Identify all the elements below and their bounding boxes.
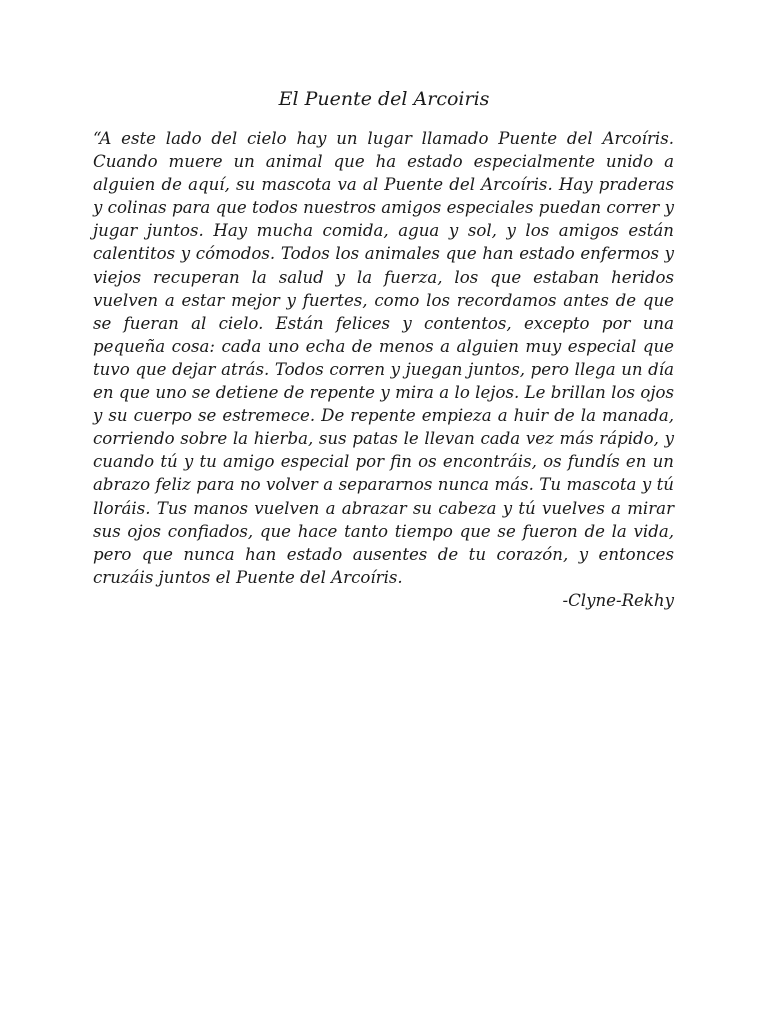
poem-text: “A este lado del cielo hay un lugar llamado Puente del Arcoíris. Cuando muere un animal que ha estado especialmente unido a alguien de aquí, su mascota va al Puente del Arcoíris. Hay praderas y colinas para que todos nuestros amigos especiales puedan correr y jugar juntos. Hay mucha comida, agua y sol, y los amigos están calentitos y cómodos. Todos los animales que han estado enfermos y viejos recuperan la salud y la fuerza, los que estaban heridos vuelven a estar mejor y fuertes, como los recordamos antes de que se fueran al cielo. Están felices y contentos, excepto por una pequeña cosa: cada uno echa de menos a alguien muy especial que tuvo que dejar atrás. Todos corren y juegan juntos, pero llega un día en que uno se detiene de repente y mira a lo lejos. Le brillan los ojos y su cuerpo se estremece. De repente empieza a huir de la manada, corriendo sobre la hierba, sus patas le llevan cada vez más rápido, y cuando tú y tu amigo especial por fin os encontráis, os fundís en un abrazo feliz para no volver a separarnos nunca más. Tu mascota y tú lloráis. Tus manos vuelven a abrazar su cabeza y tú vuelves a mirar sus ojos confiados, que hace tanto tiempo que se fueron de la vida, pero que nunca han estado ausentes de tu corazón, y entonces cruzáis juntos el Puente del Arcoíris. [93,129,674,587]
document-title: El Puente del Arcoiris [278,88,490,110]
author-signature: -Clyne-Rekhy [562,591,674,610]
